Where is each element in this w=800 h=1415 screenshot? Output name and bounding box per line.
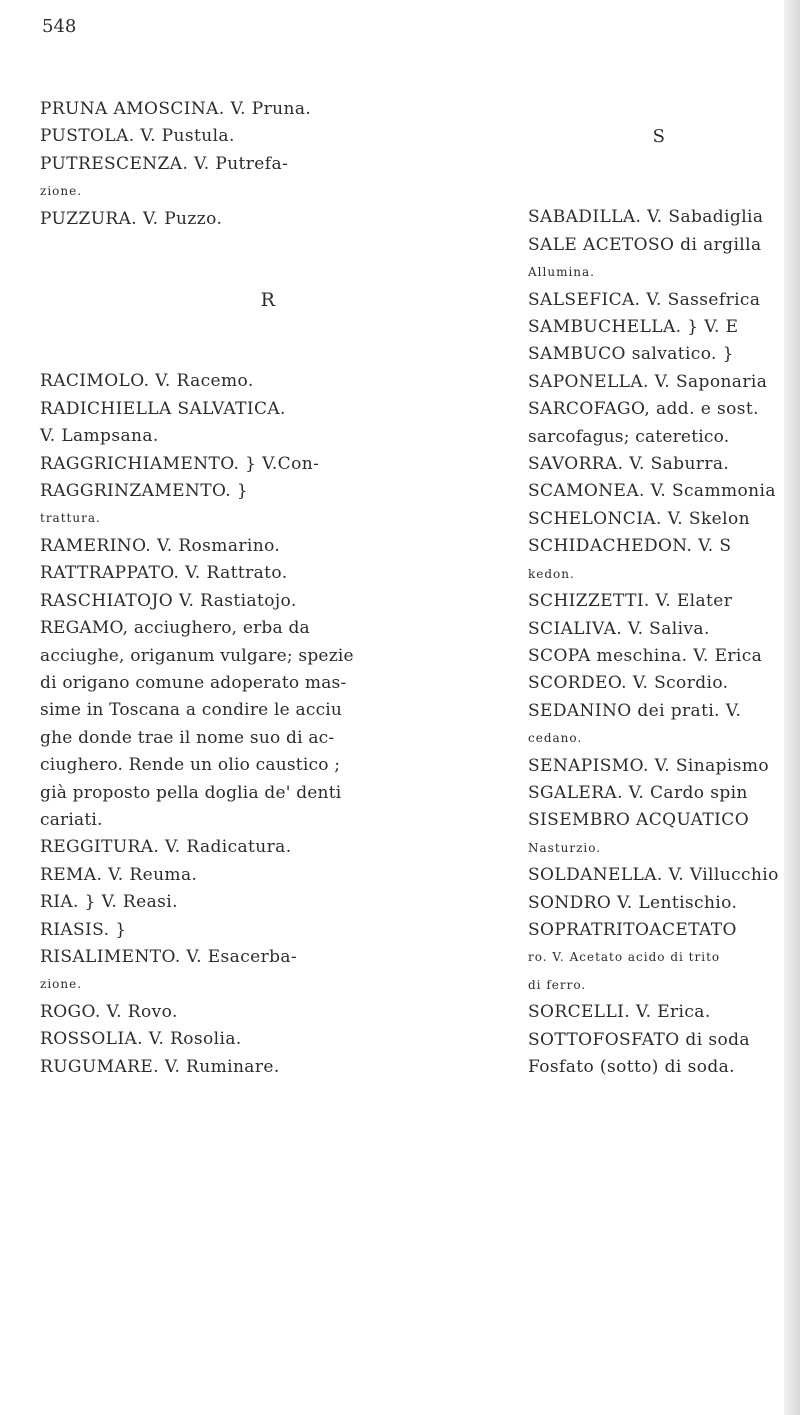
right-column: [528, 96, 790, 1081]
entry-raggrinzamento: RAGGRINZAMENTO. }: [40, 481, 249, 502]
page-number: 548: [42, 16, 77, 37]
entry-putrescenza-cont: zione.: [40, 184, 83, 199]
entry-rugumare: RUGUMARE. V. Ruminare.: [40, 1056, 280, 1077]
entry-regamo-line-8: cariati.: [40, 809, 103, 830]
entry-sottofosfato: SOTTOFOSFATO di soda: [528, 1029, 750, 1050]
entry-sopratritoacetato-cont: ro. V. Acetato acido di trito: [528, 950, 721, 965]
entry-senapismo: SENAPISMO. V. Sinapismo: [528, 755, 770, 776]
entry-rattrappato: RATTRAPPATO. V. Rattrato.: [40, 563, 288, 584]
section-letter-r: R: [260, 289, 276, 312]
entry-sambuco: SAMBUCO salvatico. }: [528, 344, 734, 365]
entry-scamonea: SCAMONEA. V. Scammonia: [528, 481, 776, 502]
entry-sorcelli: SORCELLI. V. Erica.: [528, 1002, 711, 1023]
entry-pustola: PUSTOLA. V. Pustula.: [40, 126, 235, 147]
entry-regamo-line-4: sime in Toscana a condire le acciu: [40, 700, 343, 721]
entry-reggitura: REGGITURA. V. Radicatura.: [40, 837, 292, 858]
entry-sarcofago: SARCOFAGO, add. e sost.: [528, 399, 759, 420]
entry-raschiatojo: RASCHIATOJO V. Rastiatojo.: [40, 590, 297, 611]
entry-regamo-line-6: ciughero. Rende un olio caustico ;: [40, 755, 341, 776]
entry-scopa: SCOPA meschina. V. Erica: [528, 645, 763, 666]
entry-riasis: RIASIS. }: [40, 919, 127, 940]
entry-sambuchella: SAMBUCHELLA. } V. E: [528, 317, 739, 338]
entry-regamo-line-7: già proposto pella doglia de' denti: [40, 782, 342, 803]
entry-sondro: SONDRO V. Lentischio.: [528, 892, 738, 913]
entry-regamo-line-3: di origano comune adoperato mas-: [40, 672, 347, 693]
entry-sisembro-cont: Nasturzio.: [528, 840, 602, 855]
entry-soldanella: SOLDANELLA. V. Villucchio: [528, 865, 779, 886]
entry-raggrichiamento: RAGGRICHIAMENTO. } V.Con-: [40, 453, 320, 474]
entry-scordeo: SCORDEO. V. Scordio.: [528, 673, 729, 694]
entry-scialiva: SCIALIVA. V. Saliva.: [528, 618, 710, 639]
entry-sarcofago-cont: sarcofagus; cateretico.: [528, 426, 730, 447]
entry-sale-acetoso-cont: Allumina.: [528, 265, 595, 280]
entry-schidachedon: SCHIDACHEDON. V. S: [528, 536, 732, 557]
entry-sedanino: SEDANINO dei prati. V.: [528, 700, 742, 721]
entry-schizzetti: SCHIZZETTI. V. Elater: [528, 591, 733, 612]
entry-sabadilla: SABADILLA. V. Sabadiglia: [528, 207, 764, 228]
entry-sopratritoacetato-cont-2: di ferro.: [528, 977, 587, 992]
page-spine: [784, 0, 800, 1415]
section-letter-s: S: [652, 126, 666, 147]
entry-sottofosfato-cont: Fosfato (sotto) di soda.: [528, 1057, 735, 1077]
entry-sedanino-cont: cedano.: [528, 731, 583, 746]
entry-rogo: ROGO. V. Rovo.: [40, 1001, 178, 1022]
entry-sgalera: SGALERA. V. Cardo spin: [528, 782, 748, 803]
entry-regamo-line-2: acciughe, origanum vulgare; spezie: [40, 645, 354, 666]
entry-pruna-amoscina: PRUNA AMOSCINA. V. Pruna.: [40, 99, 312, 119]
entry-rossolia: ROSSOLIA. V. Rosolia.: [40, 1029, 242, 1050]
entry-salsefica: SALSEFICA. V. Sassefrica: [528, 289, 761, 310]
entry-sisembro: SISEMBRO ACQUATICO: [528, 810, 750, 831]
entry-ramerino: RAMERINO. V. Rosmarino.: [40, 535, 281, 556]
entry-regamo: REGAMO, acciughero, erba da: [40, 618, 310, 639]
entry-sopratritoacetato: SOPRATRITOACETATO: [528, 919, 737, 940]
entry-risalimento-cont: zione.: [40, 977, 83, 992]
entry-scheloncia: SCHELONCIA. V. Skelon: [528, 508, 750, 529]
entry-radichiella: RADICHIELLA SALVATICA.: [40, 398, 286, 419]
entry-rema: REMA. V. Reuma.: [40, 864, 198, 885]
entry-saponella: SAPONELLA. V. Saponaria: [528, 371, 768, 392]
entry-ria: RIA. } V. Reasi.: [40, 892, 178, 913]
entry-savorra: SAVORRA. V. Saburra.: [528, 454, 730, 475]
entry-radichiella-cont: V. Lampsana.: [40, 426, 159, 447]
left-column: [40, 96, 496, 1081]
entry-putrescenza: PUTRESCENZA. V. Putrefa-: [40, 153, 289, 174]
entry-risalimento: RISALIMENTO. V. Esacerba-: [40, 946, 298, 967]
entry-raggrinzamento-cont: trattura.: [40, 511, 101, 526]
entry-racimolo: RACIMOLO. V. Racemo.: [40, 371, 254, 392]
entry-schidachedon-cont: kedon.: [528, 566, 575, 581]
entry-puzzura: PUZZURA. V. Puzzo.: [40, 208, 223, 229]
entry-sale-acetoso: SALE ACETOSO di argilla: [528, 234, 762, 255]
entry-regamo-line-5: ghe donde trae il nome suo di ac-: [40, 727, 335, 748]
